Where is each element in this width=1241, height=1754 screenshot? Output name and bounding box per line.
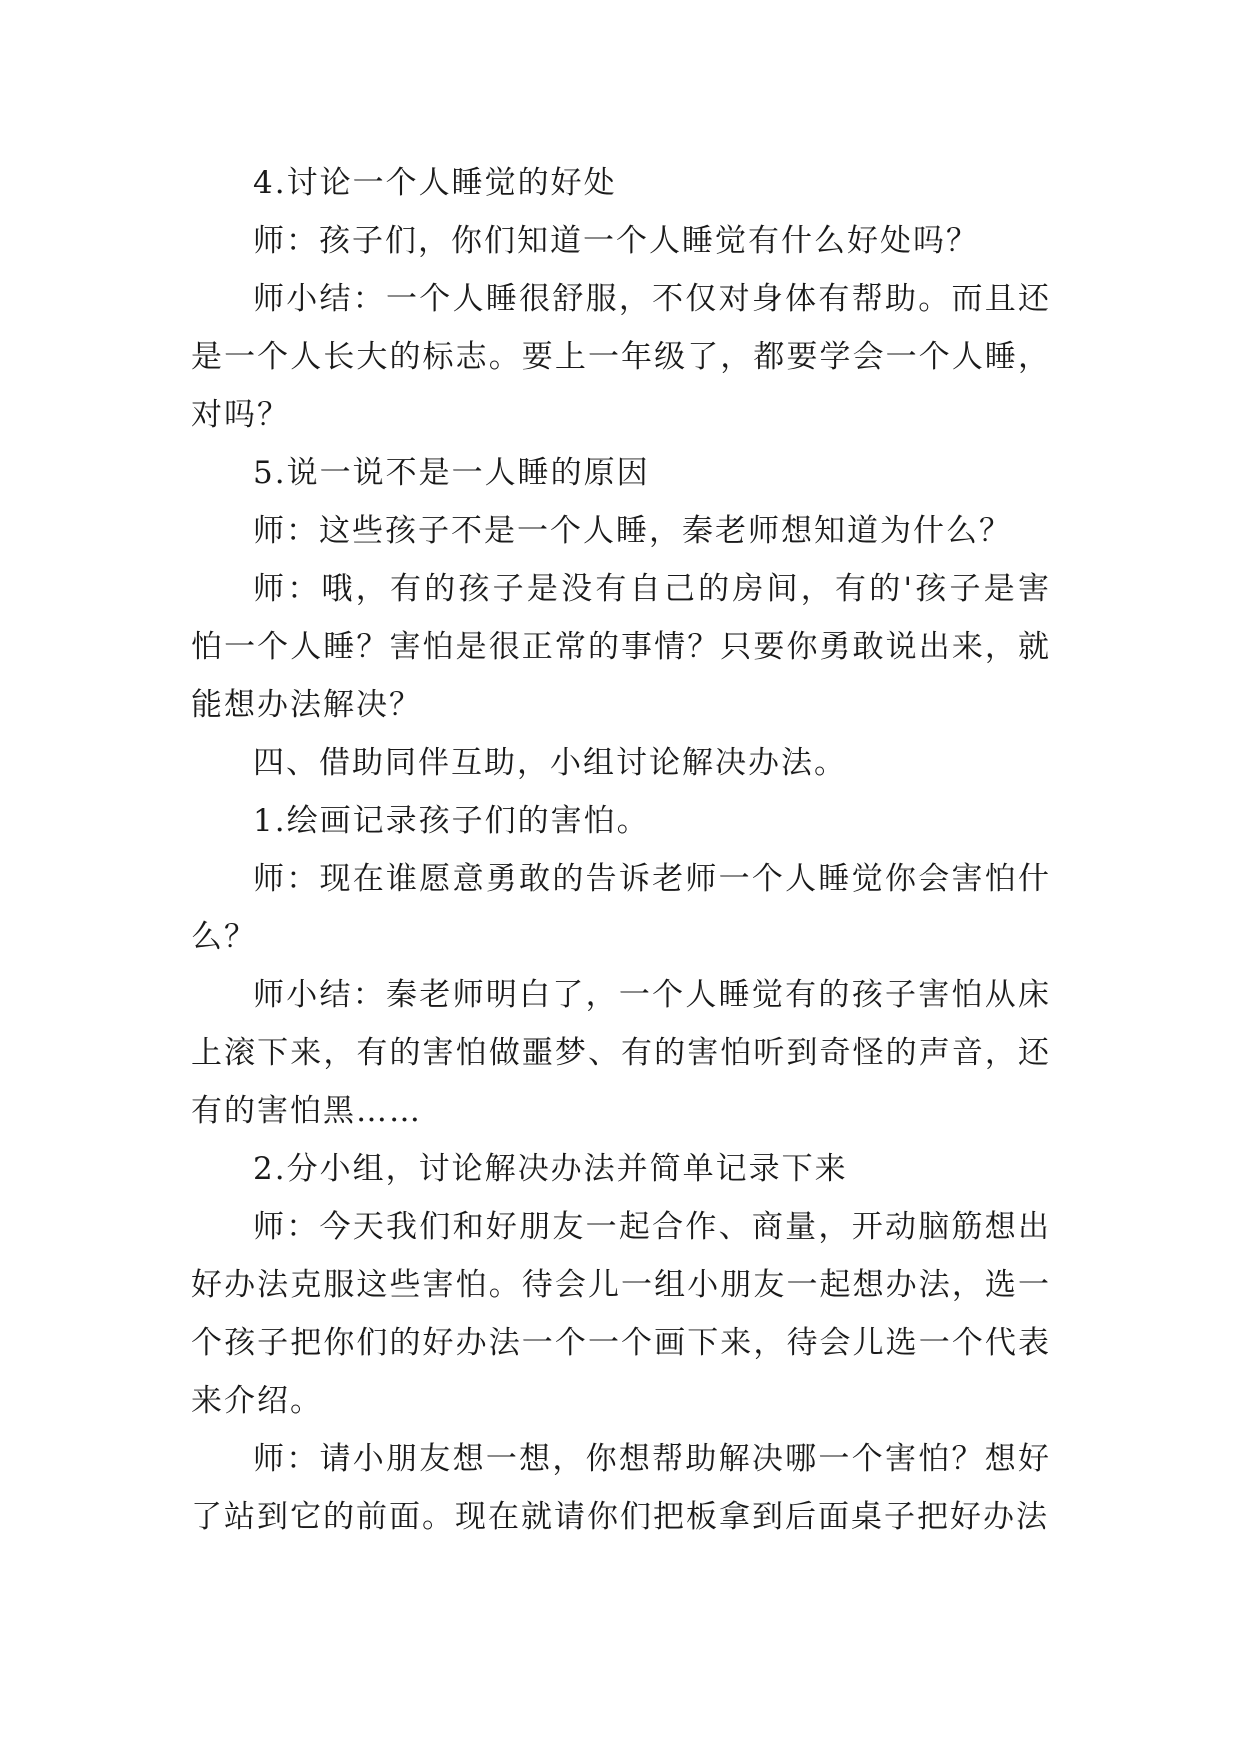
heading-discuss-benefits: 4.讨论一个人睡觉的好处	[253, 165, 617, 201]
paragraph-teacher-summary-fears: 师小结：秦老师明白了，一个人睡觉有的孩子害怕从床上滚下来，有的害怕做噩梦、有的害怕听到奇怪的声音，还有的害怕黑……	[191, 977, 1051, 1129]
paragraph-teacher-fear: 师：哦，有的孩子是没有自己的房间，有的'孩子是害怕一个人睡？害怕是很正常的事情？只要你勇敢说出来，就能想办法解决？	[191, 571, 1051, 723]
heading-draw-fears: 1.绘画记录孩子们的害怕。	[253, 803, 650, 839]
document-body	[191, 154, 1051, 1546]
paragraph-teacher-why: 师：这些孩子不是一个人睡，秦老师想知道为什么？	[253, 513, 1012, 549]
paragraph-teacher-cooperate: 师：今天我们和好朋友一起合作、商量，开动脑筋想出好办法克服这些害怕。待会儿一组小朋友一起想办法，选一个孩子把你们的好办法一个一个画下来，待会儿选一个代表来介绍。	[191, 1209, 1051, 1419]
heading-section-four: 四、借助同伴互助，小组讨论解决办法。	[253, 745, 847, 781]
paragraph-teacher-ask: 师：现在谁愿意勇敢的告诉老师一个人睡觉你会害怕什么？	[191, 861, 1051, 955]
heading-reasons: 5.说一说不是一人睡的原因	[253, 455, 650, 491]
paragraph-teacher-summary: 师小结：一个人睡很舒服，不仅对身体有帮助。而且还是一个人长大的标志。要上一年级了，都要学会一个人睡，对吗？	[191, 281, 1051, 433]
paragraph-teacher-choose: 师：请小朋友想一想，你想帮助解决哪一个害怕？想好了站到它的前面。现在就请你们把板拿到后面桌子把好办法	[191, 1441, 1051, 1535]
heading-group-discussion: 2.分小组，讨论解决办法并简单记录下来	[253, 1151, 848, 1187]
paragraph-teacher-question: 师：孩子们，你们知道一个人睡觉有什么好处吗？	[253, 223, 979, 259]
